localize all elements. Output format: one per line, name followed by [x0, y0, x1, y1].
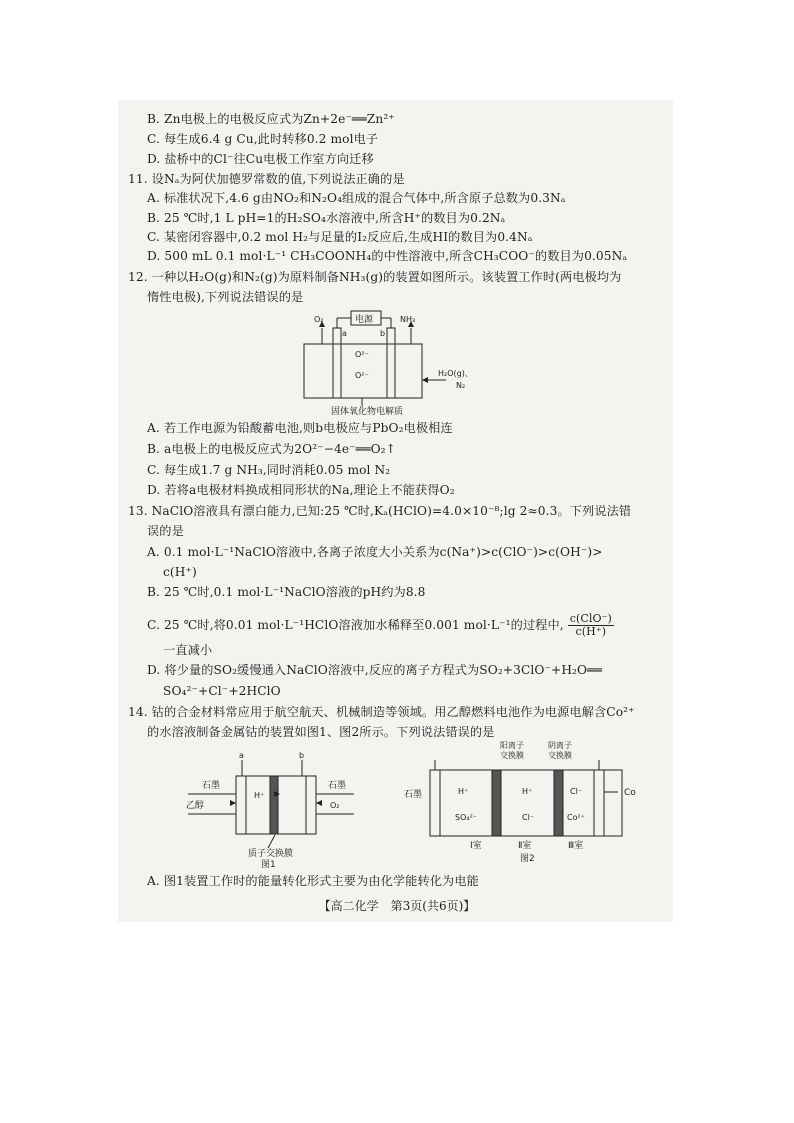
fraction-numerator: c(ClO⁻)	[569, 612, 612, 625]
graphite-left-label: 石墨	[202, 781, 221, 791]
room2-label: Ⅱ室	[518, 841, 532, 851]
q10-option-c: C. 每生成6.4 g Cu,此时转移0.2 mol电子	[147, 132, 379, 146]
feed-label-2: N₂	[456, 381, 466, 390]
ion-label-1: O²⁻	[355, 350, 369, 359]
power-label: 电源	[355, 315, 374, 325]
q11-option-d: D. 500 mL 0.1 mol·L⁻¹ CH₃COONH₄的中性溶液中,所含CH₃COO⁻的数目为0.05Nₐ	[147, 249, 628, 263]
q13-option-d: D. 将少量的SO₂缓慢通入NaClO溶液中,反应的离子方程式为SO₂+3ClO⁻+H₂O══	[147, 663, 603, 677]
q10-option-b: B. Zn电极上的电极反应式为Zn+2e⁻══Zn²⁺	[147, 112, 395, 126]
room1-ion-1: H⁺	[458, 787, 469, 796]
q12-option-a: A. 若工作电源为铅酸蓄电池,则b电极应与PbO₂电极相连	[147, 421, 453, 435]
anion-membrane-label-1: 阴离子	[548, 741, 572, 750]
fraction-denominator: c(H⁺)	[575, 625, 607, 638]
cation-membrane-label-2: 交换膜	[500, 751, 524, 760]
q13-option-c-text: C. 25 ℃时,将0.01 mol·L⁻¹HClO溶液加水稀释至0.001 mol·L⁻¹的过程中,	[147, 618, 564, 632]
q11-option-c: C. 某密闭容器中,0.2 mol H₂与足量的I₂反应后,生成HI的数目为0.4Nₐ	[147, 230, 533, 244]
terminal-a-label: a	[239, 752, 244, 760]
q14-option-a: A. 图1装置工作时的能量转化形式主要为由化学能转化为电能	[147, 874, 479, 888]
q13-option-a-cont: c(H⁺)	[163, 565, 197, 579]
anion-membrane-label-2: 交换膜	[548, 751, 572, 760]
electrode-b	[387, 328, 395, 398]
membrane-caption: 质子交换膜	[248, 849, 294, 859]
q13-stem-1: 13. NaClO溶液具有漂白能力,已知:25 ℃时,Kₐ(HClO)=4.0×10⁻⁸;lg 2≈0.3。下列说法错	[128, 504, 632, 518]
concentration-ratio-fraction	[568, 613, 614, 638]
q12-option-c: C. 每生成1.7 g NH₃,同时消耗0.05 mol N₂	[147, 463, 391, 477]
electrode-a	[333, 328, 341, 398]
room1-label: Ⅰ室	[470, 841, 482, 851]
co-label: Co	[624, 788, 636, 798]
feed-inlet-arrow	[422, 377, 428, 383]
q14-stem-1: 14. 钴的合金材料常应用于航空航天、机械制造等领域。用乙醇燃料电池作为电源电解含Co²⁺	[128, 705, 635, 719]
q14-stem-2: 的水溶液制备金属钴的装置如图1、图2所示。下列说法错误的是	[147, 725, 495, 739]
fig1-electrode-left	[236, 776, 246, 834]
fig1-caption: 图1	[261, 860, 276, 870]
cation-exchange-membrane	[492, 770, 501, 836]
fig1-o2-label: O₂	[330, 801, 340, 810]
room3-ion-1: Cl⁻	[570, 787, 583, 796]
q11-stem: 11. 设Nₐ为阿伏加德罗常数的值,下列说法正确的是	[128, 172, 405, 186]
q11-option-a: A. 标准状况下,4.6 g由NO₂和N₂O₄组成的混合气体中,所含原子总数为0.3Nₐ	[147, 191, 566, 205]
fig1-electrode-right	[306, 776, 316, 834]
fig2-graphite-label: 石墨	[404, 790, 423, 800]
cation-membrane-label-1: 阳离子	[500, 741, 524, 750]
q11-option-b: B. 25 ℃时,1 L pH=1的H₂SO₄水溶液中,所含H⁺的数目为0.2Nₐ	[147, 211, 506, 225]
q12-electrolysis-diagram	[296, 306, 486, 416]
graphite-right-label: 石墨	[328, 781, 347, 791]
q13-stem-2: 误的是	[147, 524, 184, 538]
room3-ion-2: Co²⁺	[567, 813, 585, 822]
page-footer: 【高二化学 第3页(共6页)】	[318, 899, 476, 913]
q10-option-d: D. 盐桥中的Cl⁻往Cu电极工作室方向迁移	[147, 152, 374, 166]
nh3-label: NH₃	[400, 315, 416, 324]
electrode-a-label: a	[342, 329, 347, 338]
room3-label: Ⅲ室	[568, 841, 584, 851]
room2-ion-2: Cl⁻	[522, 813, 535, 822]
cobalt-electrode	[594, 770, 604, 836]
fig2-caption: 图2	[520, 854, 535, 864]
terminal-b-label: b	[299, 752, 305, 760]
q13-option-a: A. 0.1 mol·L⁻¹NaClO溶液中,各离子浓度大小关系为c(Na⁺)>c(ClO⁻)>c(OH⁻)>	[147, 545, 603, 559]
room2-ion-1: H⁺	[522, 787, 533, 796]
ethanol-label: 乙醇	[186, 801, 205, 811]
fig2-electrolysis-diagram	[400, 740, 650, 870]
proton-exchange-membrane	[270, 776, 278, 834]
q13-option-c-cont: 一直减小	[163, 643, 213, 657]
electrode-b-label: b	[380, 329, 386, 338]
q12-option-b: B. a电极上的电极反应式为2O²⁻−4e⁻══O₂↑	[147, 442, 396, 456]
q12-stem-1: 12. 一种以H₂O(g)和N₂(g)为原料制备NH₃(g)的装置如图所示。该装置工作时(两电极均为	[128, 270, 622, 284]
electrolysis-cell-body	[430, 770, 622, 836]
fig1-fuel-cell-diagram	[178, 752, 358, 870]
q13-option-c	[147, 613, 614, 638]
feed-label-1: H₂O(g)、	[438, 369, 473, 378]
q12-stem-2: 惰性电极),下列说法错误的是	[147, 290, 304, 304]
graphite-electrode	[430, 770, 440, 836]
proton-label: H⁺	[254, 791, 265, 800]
q13-option-b: B. 25 ℃时,0.1 mol·L⁻¹NaClO溶液的pH约为8.8	[147, 585, 426, 599]
o2-label: O₂	[314, 315, 324, 324]
room1-ion-2: SO₄²⁻	[455, 813, 478, 822]
q12-option-d: D. 若将a电极材料换成相同形状的Na,理论上不能获得O₂	[147, 483, 455, 497]
electrolyte-caption: 固体氧化物电解质	[331, 407, 404, 416]
ion-label-2: O²⁻	[355, 371, 369, 380]
q13-option-d-cont: SO₄²⁻+Cl⁻+2HClO	[163, 684, 281, 698]
o2-inlet-arrow	[316, 800, 322, 806]
anion-exchange-membrane	[554, 770, 563, 836]
ethanol-inlet-arrow	[230, 800, 236, 806]
